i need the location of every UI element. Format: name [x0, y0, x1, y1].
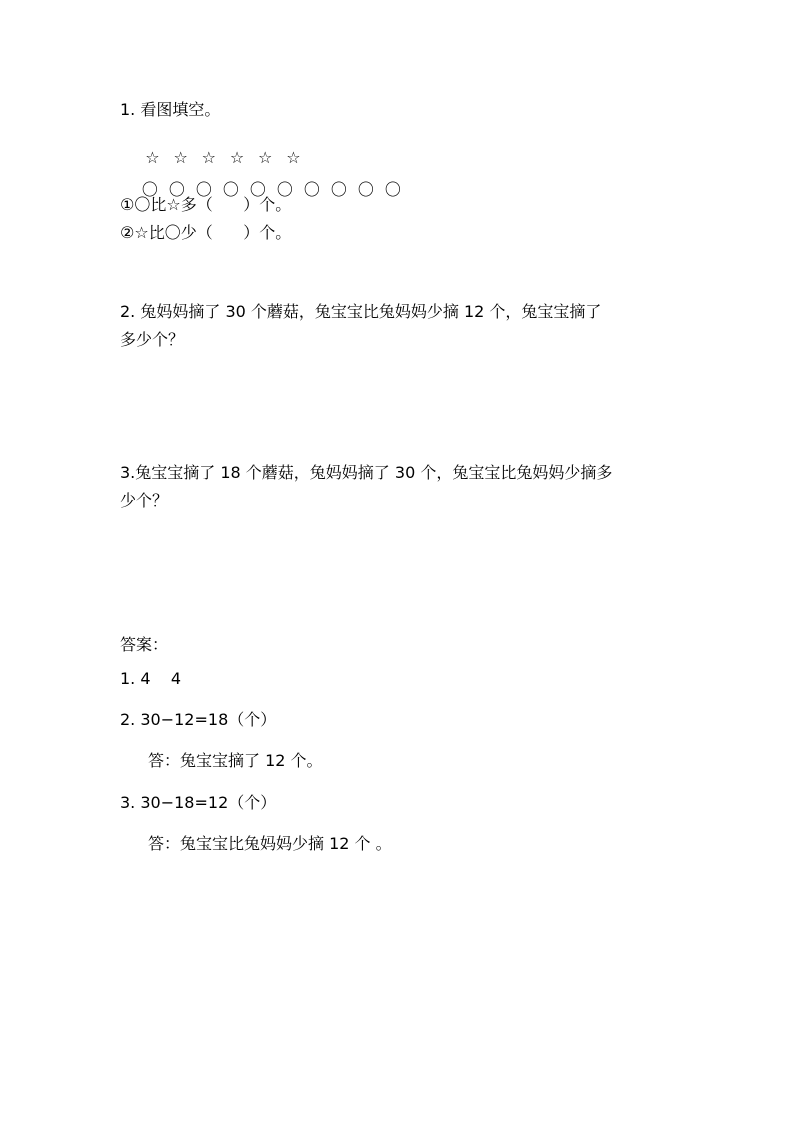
circle-icon: 〇 — [141, 180, 158, 199]
circle-icon: 〇 — [195, 180, 212, 199]
answer-2-formula: 2. 30−12=18（个） — [120, 710, 277, 729]
star-icon: ☆ — [258, 148, 273, 167]
star-icon: ☆ — [201, 148, 216, 167]
star-icon: ☆ — [145, 148, 160, 167]
answer-3-text: 答：兔宝宝比兔妈妈少摘 12 个 。 — [148, 834, 392, 853]
answers-heading: 答案： — [120, 635, 169, 654]
answer-1: 1. 4 4 — [120, 669, 182, 688]
star-icon: ☆ — [173, 148, 188, 167]
circle-icon: 〇 — [384, 180, 401, 199]
question-1-title: 1. 看图填空。 — [120, 100, 221, 119]
circle-icon: 〇 — [330, 180, 347, 199]
answer-3-formula: 3. 30−18=12（个） — [120, 793, 277, 812]
circle-icon: 〇 — [303, 180, 320, 199]
circle-icon: 〇 — [276, 180, 293, 199]
circle-icon: 〇 — [222, 180, 239, 199]
question-2-line-1: 2. 兔妈妈摘了 30 个蘑菇，兔宝宝比兔妈妈少摘 12 个，兔宝宝摘了 — [120, 302, 602, 321]
question-1-sub-1: ①〇比☆多（ ）个。 — [120, 195, 292, 214]
star-icon: ☆ — [286, 148, 301, 167]
question-3-line-2: 少个？ — [120, 491, 169, 510]
question-2-line-2: 多少个？ — [120, 330, 185, 349]
circle-icon: 〇 — [357, 180, 374, 199]
circle-icon: 〇 — [249, 180, 266, 199]
circle-icon: 〇 — [168, 180, 185, 199]
question-1-sub-2: ②☆比〇少（ ）个。 — [120, 223, 292, 242]
circle-row — [116, 160, 406, 199]
star-icon: ☆ — [229, 148, 245, 167]
star-row — [118, 128, 307, 167]
question-3-line-1: 3.兔宝宝摘了 18 个蘑菇，兔妈妈摘了 30 个，兔宝宝比兔妈妈少摘多 — [120, 463, 613, 482]
answer-2-text: 答：兔宝宝摘了 12 个。 — [148, 751, 323, 770]
